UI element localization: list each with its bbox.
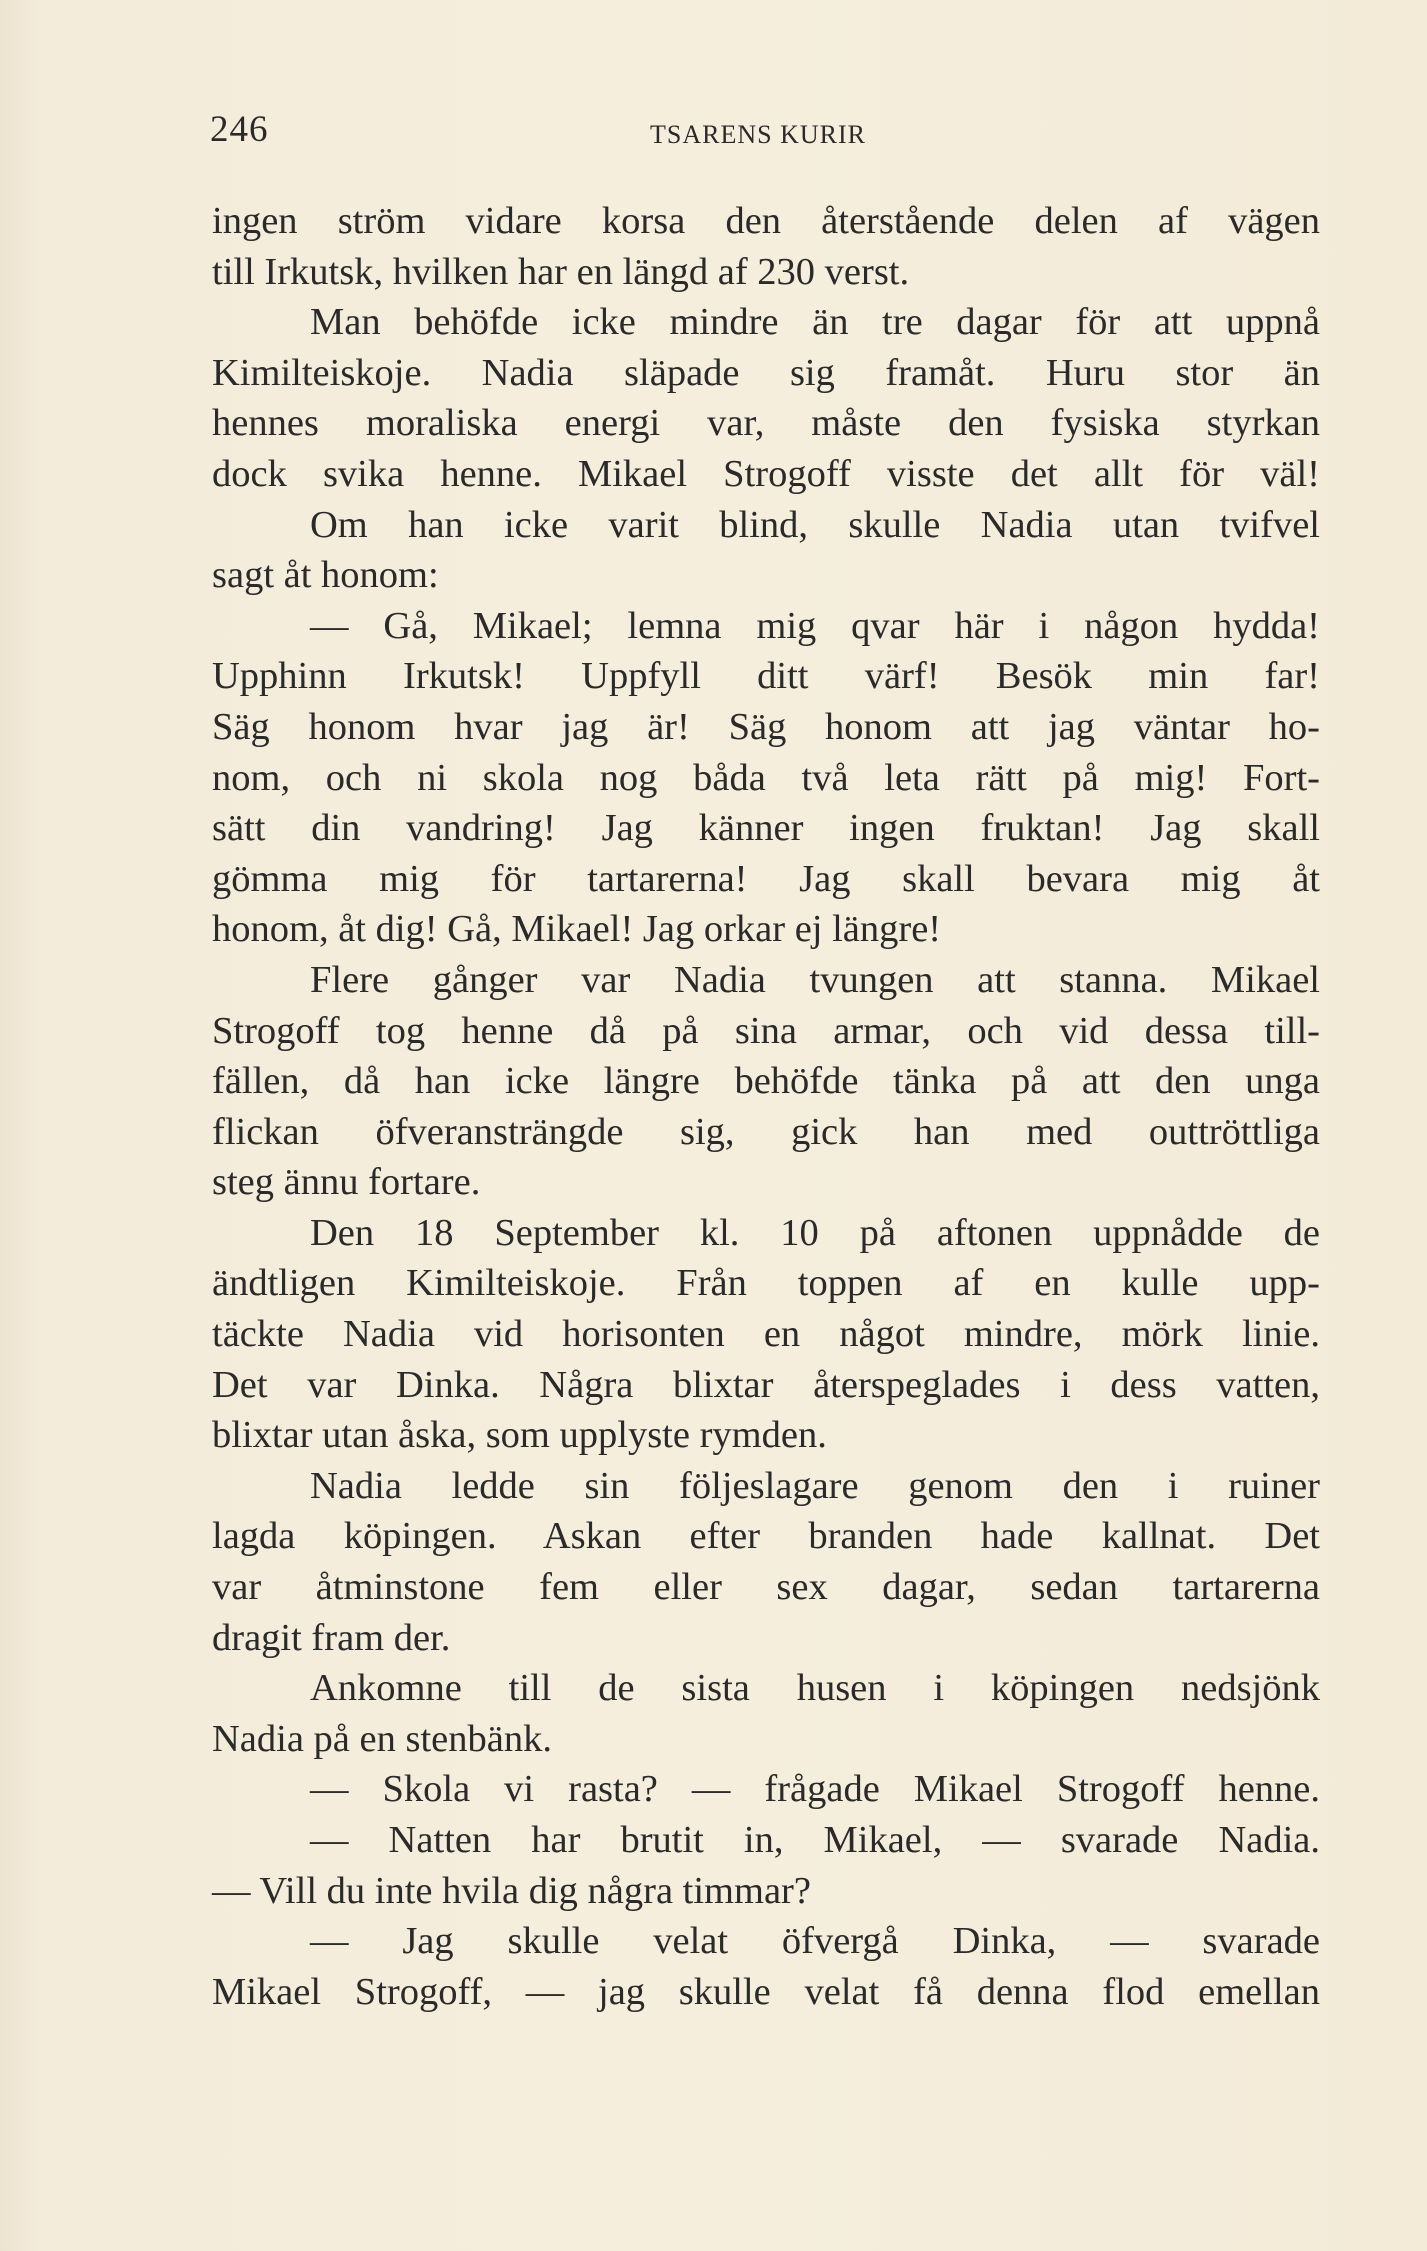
text-line: flickan öfveransträngde sig, gick han med outtröttliga	[212, 1110, 1320, 1153]
text-line: — Skola vi rasta? — frågade Mikael Strogoff henne.	[310, 1768, 1320, 1811]
text-line: lagda köpingen. Askan efter branden hade kallnat. Det	[212, 1515, 1320, 1558]
text-line: steg ännu fortare.	[212, 1161, 481, 1204]
text-line: dragit fram der.	[212, 1616, 451, 1659]
text-line: Man behöfde icke mindre än tre dagar för att uppnå	[310, 301, 1320, 344]
text-line: — Jag skulle velat öfvergå Dinka, — svarade	[310, 1920, 1320, 1963]
text-line: Upphinn Irkutsk! Uppfyll ditt värf! Besök min far!	[212, 655, 1320, 698]
text-line: blixtar utan åska, som upplyste rymden.	[212, 1414, 827, 1457]
text-line: hennes moraliska energi var, måste den fysiska styrkan	[212, 402, 1320, 445]
text-line: ingen ström vidare korsa den återstående delen af vägen	[212, 200, 1320, 242]
text-line: fällen, då han icke längre behöfde tänka på att den unga	[212, 1060, 1320, 1103]
text-line: till Irkutsk, hvilken har en längd af 230 verst.	[212, 250, 910, 293]
page-header	[210, 108, 1320, 158]
text-line: sätt din vandring! Jag känner ingen fruktan! Jag skall	[212, 807, 1320, 850]
text-line: — Vill du inte hvila dig några timmar?	[212, 1869, 811, 1912]
text-line: gömma mig för tartarerna! Jag skall bevara mig åt	[212, 857, 1320, 900]
text-line: Nadia ledde sin följeslagare genom den i ruiner	[310, 1464, 1320, 1507]
text-line: Strogoff tog henne då på sina armar, och vid dessa till-	[212, 1009, 1320, 1052]
running-title: TSARENS KURIR	[650, 120, 866, 149]
text-line: täckte Nadia vid horisonten en något mindre, mörk linie.	[212, 1313, 1320, 1356]
text-line: honom, åt dig! Gå, Mikael! Jag orkar ej längre!	[212, 908, 942, 951]
text-line: Mikael Strogoff, — jag skulle velat få denna flod emellan	[212, 1970, 1320, 2013]
text-line: ändtligen Kimilteiskoje. Från toppen af en kulle upp-	[212, 1262, 1320, 1305]
text-line: Ankomne till de sista husen i köpingen nedsjönk	[310, 1667, 1320, 1710]
text-line: Flere gånger var Nadia tvungen att stanna. Mikael	[310, 958, 1320, 1001]
page-number: 246	[210, 109, 269, 150]
text-line: var åtminstone fem eller sex dagar, sedan tartarerna	[212, 1566, 1320, 1609]
text-line: Den 18 September kl. 10 på aftonen uppnådde de	[310, 1211, 1320, 1254]
text-line: Kimilteiskoje. Nadia släpade sig framåt. Huru stor än	[212, 351, 1320, 394]
text-line: — Natten har brutit in, Mikael, — svarade Nadia.	[310, 1819, 1320, 1861]
text-line: Nadia på en stenbänk.	[212, 1717, 552, 1760]
text-line: dock svika henne. Mikael Strogoff visste det allt för väl!	[212, 452, 1320, 495]
text-line: nom, och ni skola nog båda två leta rätt på mig! Fort-	[212, 756, 1320, 799]
body-text	[212, 196, 1320, 2017]
text-line: Om han icke varit blind, skulle Nadia utan tvifvel	[310, 503, 1320, 546]
text-line: Säg honom hvar jag är! Säg honom att jag väntar ho-	[212, 705, 1320, 748]
text-line: — Gå, Mikael; lemna mig qvar här i någon hydda!	[310, 604, 1320, 647]
text-line: sagt åt honom:	[212, 554, 439, 597]
text-line: Det var Dinka. Några blixtar återspeglades i dess vatten,	[212, 1363, 1320, 1406]
